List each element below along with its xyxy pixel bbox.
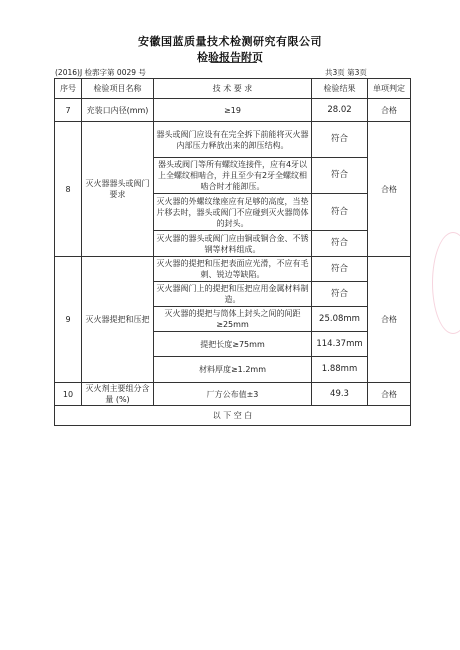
row-req: 灭火器的提把与筒体上封头之间的间距≥25mm [154,307,312,332]
report-number: (2016)J 检郛字第 0029 号 [55,68,146,77]
row-req: ≥19 [154,99,312,122]
row-verdict: 合格 [368,383,411,406]
page-info: 共3页 第3页 [325,68,367,77]
row-req: 灭火器阀门上的提把和压把应用金属材料制造。 [154,282,312,307]
official-seal [432,232,460,334]
row-no: 9 [55,257,82,383]
row-result: 符合 [312,122,368,158]
table-row [55,383,411,406]
row-verdict: 合格 [368,257,411,383]
title-underline [211,62,257,63]
row-verdict: 合格 [368,122,411,257]
row-result: 49.3 [312,383,368,406]
row-no: 8 [55,122,82,257]
row-item: 灭火器器头或阀门要求 [82,122,154,257]
col-header-verdict: 单项判定 [368,79,411,99]
col-header-result: 检验结果 [312,79,368,99]
row-req: 厂方公布值±3 [154,383,312,406]
row-result: 1.88mm [312,357,368,383]
row-result: 符合 [312,231,368,257]
row-item: 灭火剂主要组分含量 (%) [82,383,154,406]
row-req: 器头或阀门应设有在完全拆下前能将灭火器内部压力释放出来的卸压结构。 [154,122,312,158]
row-req: 材料厚度≥1.2mm [154,357,312,383]
inspection-table [54,78,411,426]
company-name: 安徽国蓝质量技术检测研究有限公司 [138,35,322,48]
col-header-item: 检验项目名称 [82,79,154,99]
row-verdict: 合格 [368,99,411,122]
table-row [55,257,411,282]
row-result: 28.02 [312,99,368,122]
row-item: 灭火器提把和压把 [82,257,154,383]
row-result: 符合 [312,257,368,282]
row-no: 7 [55,99,82,122]
col-header-req: 技 术 要 求 [154,79,312,99]
row-result: 符合 [312,194,368,231]
row-result: 25.08mm [312,307,368,332]
table-header-row [55,79,411,99]
table-footer-row [55,406,411,426]
report-title: 检验报告附页 [197,51,263,64]
row-result: 符合 [312,158,368,194]
row-req: 灭火器的外螺纹缘座应有足够的高度，当垫片移去时，器头或阀门不应碰到灭火器筒体的封头。 [154,194,312,231]
table-row [55,122,411,158]
row-req: 提把长度≥75mm [154,332,312,357]
row-req: 灭火器的器头或阀门应由铜或铜合金、不锈钢等材料组成。 [154,231,312,257]
blank-below-note: 以 下 空 白 [55,406,411,426]
row-item: 充装口内径(mm) [82,99,154,122]
row-req: 灭火器的提把和压把表面应光滑，不应有毛刺、锐边等缺陷。 [154,257,312,282]
col-header-no: 序号 [55,79,82,99]
row-no: 10 [55,383,82,406]
row-result: 符合 [312,282,368,307]
row-result: 114.37mm [312,332,368,357]
row-req: 器头或阀门等所有螺纹连接件，应有4牙以上全螺纹相啮合，并且至少有2牙全螺纹相啮合时才能卸压。 [154,158,312,194]
table-row [55,99,411,122]
